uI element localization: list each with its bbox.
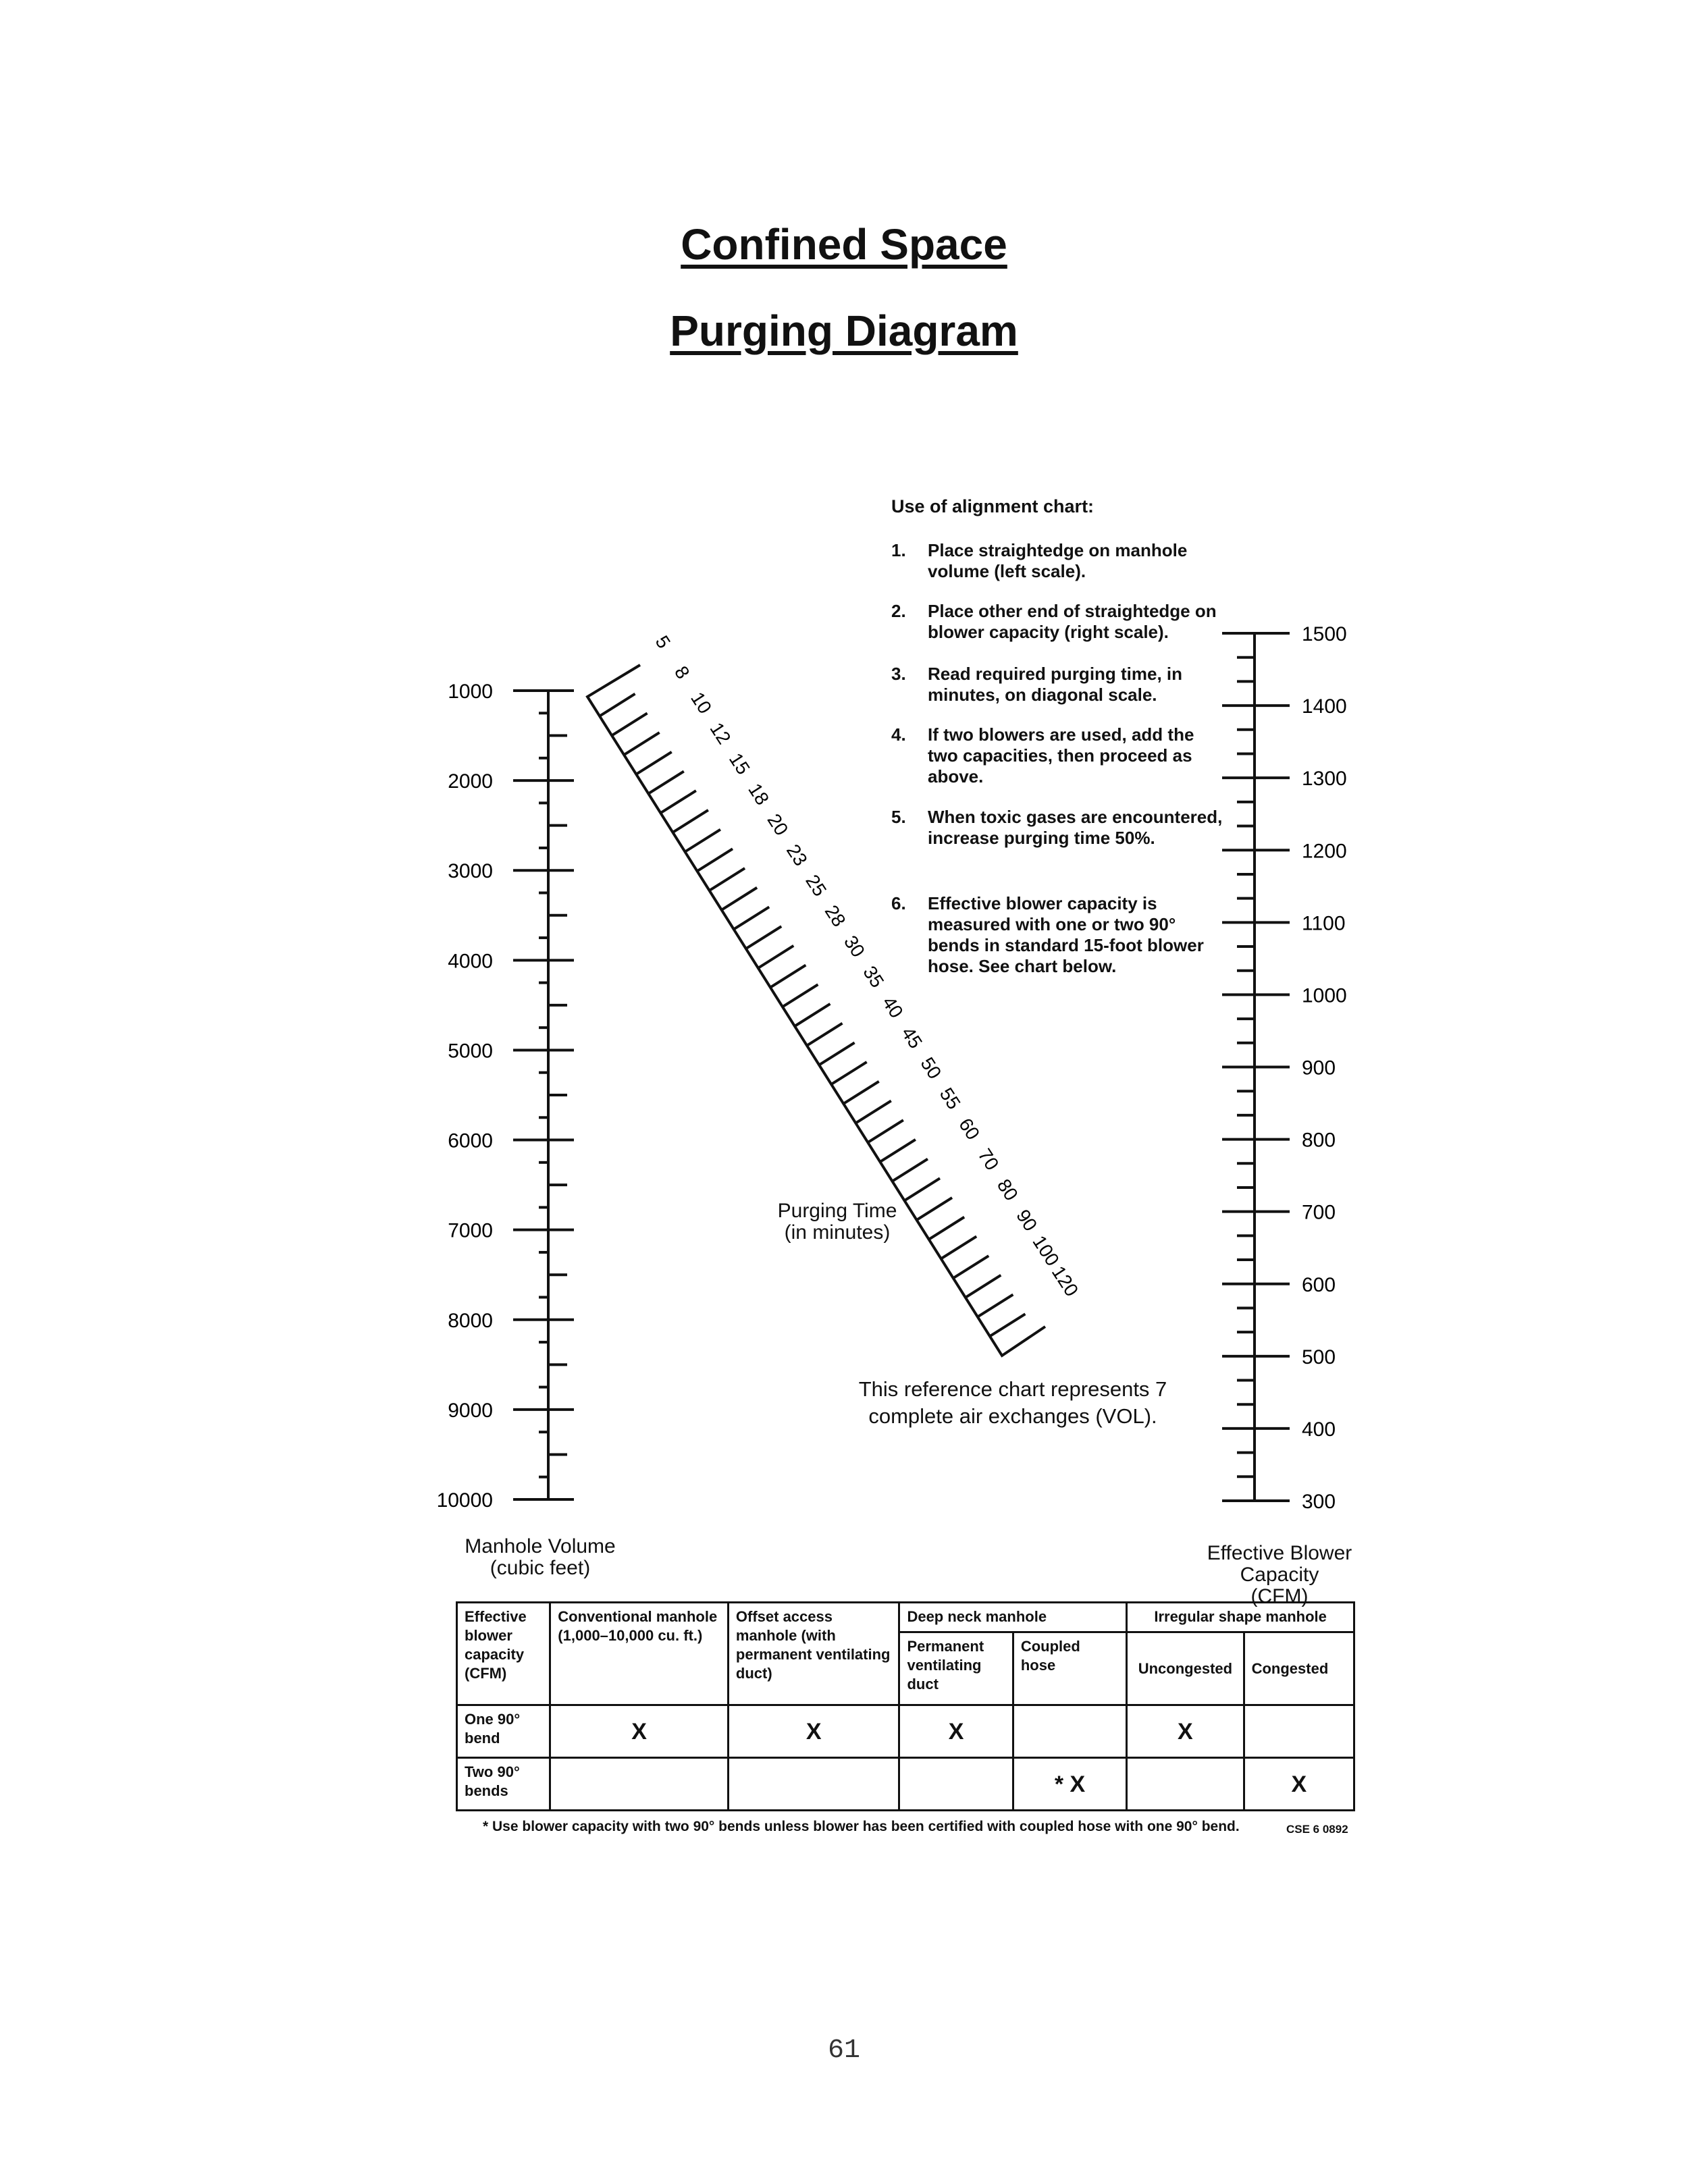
purging-time-tick-label: 10 [687, 688, 716, 718]
instruction-text: Read required purging time, in minutes, on diagonal scale. [928, 664, 1183, 705]
table-row [457, 1758, 1354, 1811]
purging-time-tick [770, 965, 806, 988]
manhole-volume-scale [437, 681, 574, 1512]
cell-mark: X [728, 1705, 899, 1758]
purging-time-tick-label: 55 [935, 1084, 965, 1113]
blower-capacity-tick-label: 900 [1302, 1057, 1336, 1080]
purging-time-tick [710, 868, 745, 890]
purging-time-tick [636, 752, 671, 774]
purging-time-tick-label: 30 [839, 932, 869, 961]
blower-capacity-tick-label: 1200 [1302, 840, 1347, 863]
page-title: Confined Space [681, 220, 1007, 269]
cell-mark: X [550, 1705, 729, 1758]
purging-time-label-line1: Purging Time [777, 1200, 897, 1222]
purging-time-tick [880, 1140, 915, 1162]
purging-time-tick [783, 984, 818, 1007]
manhole-volume-tick-label: 8000 [448, 1309, 493, 1332]
purging-time-tick [990, 1314, 1025, 1336]
instruction-text: When toxic gases are encountered, increase purging time 50%. [928, 807, 1223, 848]
purging-time-tick [697, 849, 733, 871]
purging-time-tick [648, 772, 683, 794]
table-row [457, 1705, 1354, 1758]
instruction-item [891, 893, 1229, 977]
table-header-capacity: Effective blower capacity (CFM) [457, 1603, 550, 1705]
purging-time-tick-label: 15 [724, 749, 754, 778]
purging-time-label-line2: (in minutes) [784, 1221, 891, 1244]
purging-time-tick-label: 20 [763, 809, 793, 839]
purging-time-tick-label: 25 [801, 871, 831, 901]
manhole-volume-label-line1: Manhole Volume [465, 1535, 616, 1557]
manhole-volume-label-line2: (cubic feet) [490, 1557, 591, 1579]
blower-capacity-tick-label: 1100 [1302, 912, 1346, 935]
cell-mark: X [1244, 1758, 1354, 1811]
manhole-volume-tick-label: 9000 [448, 1399, 493, 1422]
reference-note-line1: This reference chart represents 7 [858, 1377, 1167, 1401]
purging-time-tick [855, 1101, 891, 1123]
blower-capacity-label-line3: (CFM) [1250, 1585, 1309, 1607]
cell-empty [728, 1758, 899, 1811]
table-header-permanent-duct: Permanent ventilating duct [899, 1632, 1013, 1705]
purging-time-tick [660, 791, 695, 813]
manhole-volume-tick-label: 3000 [448, 860, 493, 883]
purging-time-tick [966, 1275, 1001, 1298]
purging-time-tick [819, 1042, 854, 1065]
purging-time-tick-label: 40 [878, 992, 907, 1022]
purging-time-tick [758, 946, 793, 968]
purging-time-tick [941, 1236, 976, 1258]
manhole-volume-tick-label: 2000 [448, 770, 493, 793]
page-number: 61 [827, 2035, 860, 2066]
purging-time-tick-label: 90 [1012, 1205, 1042, 1235]
instruction-number: 1. [891, 540, 906, 560]
purging-time-tick [892, 1159, 927, 1181]
purging-time-tick-label: 8 [670, 662, 694, 683]
table-header-deep-neck: Deep neck manhole [899, 1603, 1127, 1632]
instruction-number: 2. [891, 601, 906, 621]
purging-time-tick-label: 60 [955, 1114, 984, 1144]
blower-capacity-label [1178, 1543, 1381, 1607]
purging-time-tick [978, 1295, 1013, 1317]
table-header-irregular: Irregular shape manhole [1127, 1603, 1354, 1632]
purging-time-tick [868, 1120, 903, 1142]
row-label-two-bends: Two 90° bends [457, 1758, 550, 1811]
blower-capacity-tick-label: 400 [1302, 1418, 1336, 1441]
purging-time-tick-label: 80 [993, 1175, 1022, 1204]
purging-time-tick [722, 888, 757, 910]
cell-mark: X [899, 1705, 1013, 1758]
purging-time-tick [734, 907, 769, 929]
instruction-item [891, 540, 1229, 582]
blower-capacity-tick-label: 700 [1302, 1201, 1336, 1224]
page-subtitle: Purging Diagram [670, 307, 1018, 355]
cell-empty [899, 1758, 1013, 1811]
purging-time-tick [685, 830, 720, 852]
manhole-volume-label [439, 1536, 641, 1579]
instruction-number: 3. [891, 664, 906, 684]
purging-time-tick-label: 18 [744, 779, 774, 809]
blower-capacity-tick-label: 600 [1302, 1273, 1336, 1296]
instruction-item [891, 807, 1229, 849]
instruction-text: Place straightedge on manhole volume (left scale). [928, 540, 1188, 581]
blower-capacity-tick-label: 1500 [1302, 623, 1347, 645]
reference-note [824, 1376, 1202, 1430]
instruction-item [891, 724, 1229, 787]
purging-time-tick [843, 1082, 878, 1104]
manhole-volume-tick-label: 5000 [448, 1040, 493, 1063]
purging-time-tick [831, 1062, 866, 1084]
purging-time-tick [624, 733, 659, 755]
row-label-one-bend: One 90° bend [457, 1705, 550, 1758]
manhole-volume-tick-label: 6000 [448, 1129, 493, 1152]
blower-capacity-tick-label: 300 [1302, 1491, 1336, 1513]
manhole-volume-tick-label: 10000 [436, 1489, 493, 1512]
blower-capacity-tick-label: 800 [1302, 1129, 1336, 1152]
purging-time-tick-label: 35 [859, 962, 889, 992]
purging-time-tick-label: 50 [916, 1053, 946, 1083]
instruction-number: 4. [891, 724, 906, 745]
blower-capacity-tick-label: 1000 [1302, 984, 1347, 1007]
cell-empty [550, 1758, 729, 1811]
table-header-offset: Offset access manhole (with permanent ventilating duct) [728, 1603, 899, 1705]
purging-time-tick-label: 100 [1028, 1231, 1063, 1270]
blower-capacity-tick-label: 1400 [1302, 695, 1347, 718]
cell-empty [1013, 1705, 1126, 1758]
purging-time-tick-label: 45 [897, 1023, 927, 1053]
cell-empty [1127, 1758, 1244, 1811]
cell-empty [1244, 1705, 1354, 1758]
manhole-volume-tick-label: 1000 [448, 681, 493, 703]
instruction-number: 6. [891, 893, 906, 913]
purging-time-tick [612, 713, 647, 735]
blower-capacity-label-line1: Effective Blower [1207, 1542, 1352, 1564]
blower-capacity-table [456, 1601, 1355, 1811]
purging-time-tick [953, 1256, 988, 1278]
table-header-conventional: Conventional manhole (1,000–10,000 cu. ft.) [550, 1603, 729, 1705]
purging-time-tick [600, 694, 635, 716]
table-footnote: * Use blower capacity with two 90° bends unless blower has been certified with coupled hose with one 90° bend. [483, 1819, 1240, 1834]
instruction-text: Place other end of straightedge on blower capacity (right scale). [928, 601, 1217, 642]
table-header-congested: Congested [1244, 1632, 1354, 1705]
manhole-volume-tick-label: 4000 [448, 950, 493, 973]
instruction-text: If two blowers are used, add the two capacities, then proceed as above. [928, 724, 1194, 787]
blower-capacity-tick-label: 1300 [1302, 768, 1347, 791]
purging-time-tick-label: 120 [1047, 1262, 1083, 1300]
purging-time-tick-label: 70 [974, 1144, 1003, 1174]
purging-time-tick-label: 5 [651, 631, 675, 652]
table-header-coupled-hose: Coupled hose [1013, 1632, 1126, 1705]
blower-capacity-label-line2: Capacity [1240, 1564, 1319, 1586]
instruction-item [891, 601, 1229, 643]
purging-time-tick [807, 1023, 842, 1046]
purging-time-tick [917, 1198, 952, 1220]
manhole-volume-tick-label: 7000 [448, 1219, 493, 1242]
purging-time-tick-label: 28 [820, 901, 850, 931]
purging-time-tick [929, 1217, 964, 1240]
purging-time-tick [795, 1004, 830, 1026]
purging-time-tick-label: 23 [782, 840, 812, 870]
instruction-item [891, 664, 1229, 705]
blower-capacity-scale [1222, 623, 1347, 1513]
purging-time-tick [905, 1178, 940, 1200]
instruction-number: 5. [891, 807, 906, 827]
cell-mark-starred: * X [1013, 1758, 1126, 1811]
purging-time-tick [672, 810, 708, 832]
table-header-uncongested: Uncongested [1127, 1632, 1244, 1705]
purging-time-label [756, 1200, 918, 1244]
cell-mark: X [1127, 1705, 1244, 1758]
purging-time-tick [746, 926, 781, 949]
blower-capacity-tick-label: 500 [1302, 1346, 1336, 1368]
reference-note-line2: complete air exchanges (VOL). [868, 1404, 1157, 1428]
instructions-heading: Use of alignment chart: [891, 496, 1094, 516]
purging-time-tick-label: 12 [706, 718, 735, 748]
instruction-text: Effective blower capacity is measured with one or two 90° bends in standard 15-foot blower hose. See chart below. [928, 893, 1204, 976]
document-code: CSE 6 0892 [1286, 1823, 1348, 1836]
